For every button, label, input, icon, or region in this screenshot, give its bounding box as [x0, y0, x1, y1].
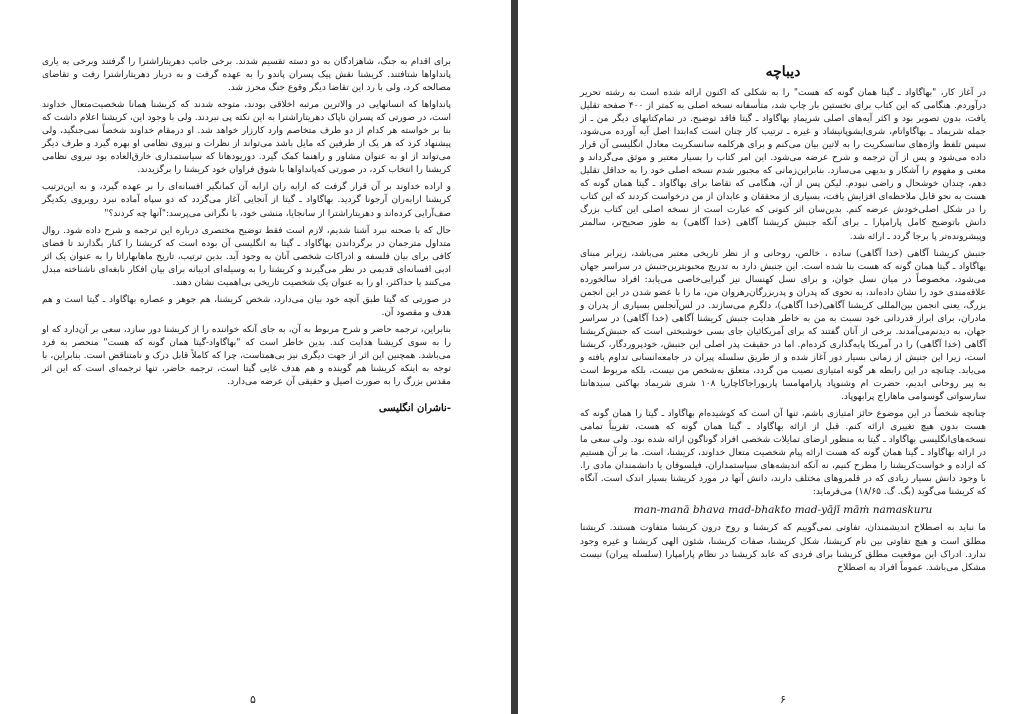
right-paragraph-1: در آغاز کار، "بهاگاواد ـ گیتا همان گونه که هست" را به شکلی که اکنون ارائه شده است به رشته تحریر درآوردم. هنگامی که این کتاب برای نخستین بار چاپ شد، متأسفانه نسخه اصلی به کمتر از ۴۰۰ صفحه تقلیل یافت، بدون تصویر بود و اکثر آیه‌های اصلی شریمادِ بهاگاواد ـ گیتا فاقد توضیح. در تمام‌کتابهای دیگر من ـ از جمله شریماد ـ بهاگاواتام، شری‌ایشوپانیشاد و غیره ـ ترتیب کار چنان است که‌ابتدا اصل آیه آورده می‌شود، سپس تلفظ واژه‌های سانسکریت را به لاتین بیان می‌کنم و برای هرکلمه سانسکریت معادل انگلیسی آن قرار داده می‌شود و پس از آن ترجمه و شرح عرضه می‌شود. این امر کتاب را بسیار معتبر و موثق می‌گرداند و معنی و مفهوم را آشکار و بدیهی می‌سازد. بنابراین‌زمانی که مجبور شدم نسخه اصلی خود را به حداقل تقلیل دهم، چندان خوشحال و راضی نبودم. لیکن پس از آن، هنگامی که تقاضا برای بهاگاواد ـ گیتا همان گونه که هست به نحو قابل ملاحظه‌ای افزایش یافت، بسیاری از محققان و عابدان از من درخواست کردند که این کتاب را در شکل اصلی‌خودش عرضه کنم. بدین‌سان اثر کنونی که عبارت است از نسخه اصلی این کتاب بزرگ دانش باتوضیح کامل پارامپارا ـ برای آنکه جنبش کریشنا آگاهی (خدا آگاهی) به طور صحیح‌تر، سالمتر وپیشرونده‌تر پا برجا گردد ـ ارائه شد. — [580, 88, 986, 242]
right-paragraph-2: جنبش کریشنا آگاهی (خدا آگاهی) ساده ، خالص، روحانی و از نظر تاریخی معتبر می‌باشد، زیرابر مبنای بهاگاواد ـ گیتا همان گونه که هست بنا شده است. این جنبش دارد به تدریج محبوبترین‌جنبش در سراسر جهان می‌شود، مخصوصاً در میان نسل جوان، و برای نسل کهنسال نیز گیرایی‌خاصی می‌یابد: افراد سالخورده علاقه‌مندی خود را نشان داده‌اند، به نحوی که پدران و پدربزرگان‌رهروان من، ما را با عضو شدن در این انجمن بزرگ، یعنی انجمن بین‌المللی کریشنا آگاهی(خدا آگاهی)، دلگرم می‌سازند. در لس‌آنجلس بسیاری از پدران و مادران، برای ابراز قدردانی خود نسبت به من به خاطر هدایت جنبش کریشنا آگاهی (خدا آگاهی) در سراسر جهان، به دیدنم‌می‌آمدند. برخی از آنان گفتند که برای آمریکائیان جای بسی خوشبختی است که جنبش‌کریشنا آگاهی (خدا آگاهی) را در آمریکا پایه‌گذاری کرده‌ام. اما در حقیقت پدر اصلی این جنبش، خودپروردگار، کریشنا است، زیرا این جنبش از زمانی بسیار دور آغاز شده و از طریق سلسله پیران در جامعه‌انسانی تداوم یافته و می‌یابد. چنانچه در این رابطه هر گونه امتیازی نصیب من گردد، متعلق به‌شخص من نیست، بلکه مربوط است به پیر روحانی ابدیم، حضرت ام وشنوپاد پارامهامسا پاریوراجاکاچاریا ۱۰۸ شری شریماد بهاکتی سیدهانتا سارسواتی گوسوامی ماهاراج پرابهوپاد. — [580, 248, 986, 403]
left-paragraph-3: و اراده خداوند بر آن قرار گرفت که ارابه ران ارابه آن کمانگیر افسانه‌ای را بر عهده گیرد، و به این‌ترتیب کریشنا ارابه‌ران آرجونا گردید. بهاگاواد ـ گیتا از آنجایی آغاز می‌گردد که دو سپاه آماده نبرد روبروی یکدیگر صف‌آرایی کرده‌اند و دهریتاراشترا از سانجایا، منشی خود، با نگرانی می‌پرسد:"آنها چه کردند؟" — [42, 182, 451, 219]
left-paragraph-1: برای اقدام به جنگ، شاهزادگان به دو دسته تقسیم شدند. برخی جانب دهریتاراشترا را گرفتند وبرخی به یاری پانداواها شتافتند. کریشنا نقش پیک پسران پاندو را به عهده گرفت و به دربار دهریتاراشترا رفت و تقاضای مصالحه کرد، ولی با رد این تقاضا دیگر وقوع جنگ محرز شد. — [42, 57, 451, 94]
left-paragraph-5: در صورتی که گیتا طبق آنچه خود بیان می‌دارد، شخص کریشنا، هم جوهر و عصاره بهاگاواد ـ گیتا است و هم هدف و مقصود آن. — [42, 294, 451, 318]
book-gutter — [511, 0, 518, 714]
page-title: دیباچه — [765, 64, 801, 80]
right-paragraph-4: ما نباید به اصطلاح اندیشمندان، تفاوتی نمی‌گوییم که کریشنا و روح درون کریشنا متفاوت هستند. کریشنا مطلق است و هیچ تفاوتی بین نام کریشنا، شکل کریشنا، صفات کریشنا، شئون الهی کریشنا و غیره وجود ندارد. ادراک این موقعیت مطلق کریشنا برای فردی که عابد کریشنا در نظام پارامپارا (سلسله پیران) نیست مشکل می‌باشد. عموماً افراد به اصطلاح — [580, 523, 986, 573]
publisher-signature: -ناشران انگلیسی — [378, 403, 451, 415]
right-page — [518, 0, 1024, 714]
left-page — [0, 0, 511, 714]
page-number: ۵ — [250, 693, 256, 706]
left-paragraph-4: حال که با صحنه نبرد آشنا شدیم، لازم است فقط توضیح مختصری درباره این ترجمه و شرح داده شود. روال متداول مترجمان در برگرداندن بهاگاواد ـ گیتا به انگلیسی آن بوده است که کریشنا را کنار بگذارند تا فضای کافی برای بیان فلسفه و ادراکات شخصی آنان به وجود آید. بدین ترتیب، تاریخ ماهابهاراتا را به عنوان یک اثر ادبی افسانه‌ای قدیمی در نظر می‌گیرند و کریشنا را به وسیله‌ای ادیبانه برای بیان افکار نابغه‌ای ناشناخته مبدل می‌کنند یا حداکثر، او را به عنوان یک شخصیت تاریخی بی‌اهمیت نشان دهند. — [42, 225, 451, 288]
left-paragraph-2: پانداواها که انسانهایی در والاترین مرتبه اخلاقی بودند، متوجه شدند که کریشنا همانا شخصیت‌متعال خداوند است، در صورتی که پسران ناپاک دهریتاراشترا به این نکته پی نبردند. ولی با وجود این، کریشنا اعلام داشت که بنا بر خواسته هر کدام از دو طرف متخاصم وارد کارزار خواهد شد. او درمقام خداوند شخصاً نمی‌جنگید، ولی پیشنهاد کرد که هر یک از طرفین که مایل باشد می‌تواند از نظرات و نیروی نظامی او بهره گیرد و طرف دیگر می‌تواند از او به عنوان مشاور و راهنما کمک گیرد. دوریودهانا که سیاستمداری خارق‌العاده بود نیروی نظامی کریشنا را انتخاب کرد، در صورتی که‌پانداواها با شوق فراوان خود کریشنا را برگزیدند. — [42, 100, 451, 176]
page-number: ۶ — [780, 693, 786, 706]
sanskrit-transliteration: man-manā bhava mad-bhakto mad-yājī māṁ namaskuru — [633, 504, 933, 517]
right-page-body-continued — [580, 522, 986, 574]
right-paragraph-3: چنانچه شخصاً در این موضوع حائز امتیازی باشم، تنها آن است که کوشیده‌ام بهاگاواد ـ گیتا را همان گونه که هست بدون هیچ تغییری ارائه کنم. قبل از ارائه بهاگاواد ـ گیتا همان گونه که هست، تقریباً تمامی نسخه‌های‌انگلیسی بهاگاواد ـ گیتا به منظور ارضای تمایلات شخصی افراد گوناگون ارائه شده بود. ولی سعی ما در ارائه بهاگاواد ـ گیتا همان گونه که هست ارائه پیام شخصیت متعال خداوند، کریشنا، است. ما بر آن هستیم که اراده و خواست‌کریشنا را مطرح کنیم، نه آنکه اندیشه‌های سیاستمداران، فیلسوفان یا دانشمندان مادی را. با وجود دانش بسیار زیادی که در قلمروهای مختلف دارند، دانش آنها در مورد کریشنا بسیار اندک است. آنگاه که کریشنا می‌گوید (بگ. گ. ۱۸/۶۵) می‌فرماید: — [580, 409, 986, 498]
left-paragraph-6: بنابراین، ترجمه حاضر و شرح مربوط به آن، به جای آنکه خواننده را از کریشنا دور سازد، سعی بر آن‌دارد که او را به سوی کریشنا هدایت کند. بدین خاطر است که "بهاگاواد-گیتا همان گونه که هست" منحصر به فرد می‌باشد. همچنین این اثر از جهت دیگری نیز بی‌همتاست، چرا که کاملاً قابل درک و نامتناقض است. بنابراین، با توجه به اینکه کریشنا هم گوینده و هم هدف غایی گیتا است، ترجمه حاضر، تنها ترجمه‌ای است که این اثر مقدس بزرگ را به صورت اصیل و حقیقی آن عرضه می‌دارد. — [42, 324, 451, 388]
left-page-body — [42, 56, 451, 389]
right-page-body — [580, 87, 986, 499]
